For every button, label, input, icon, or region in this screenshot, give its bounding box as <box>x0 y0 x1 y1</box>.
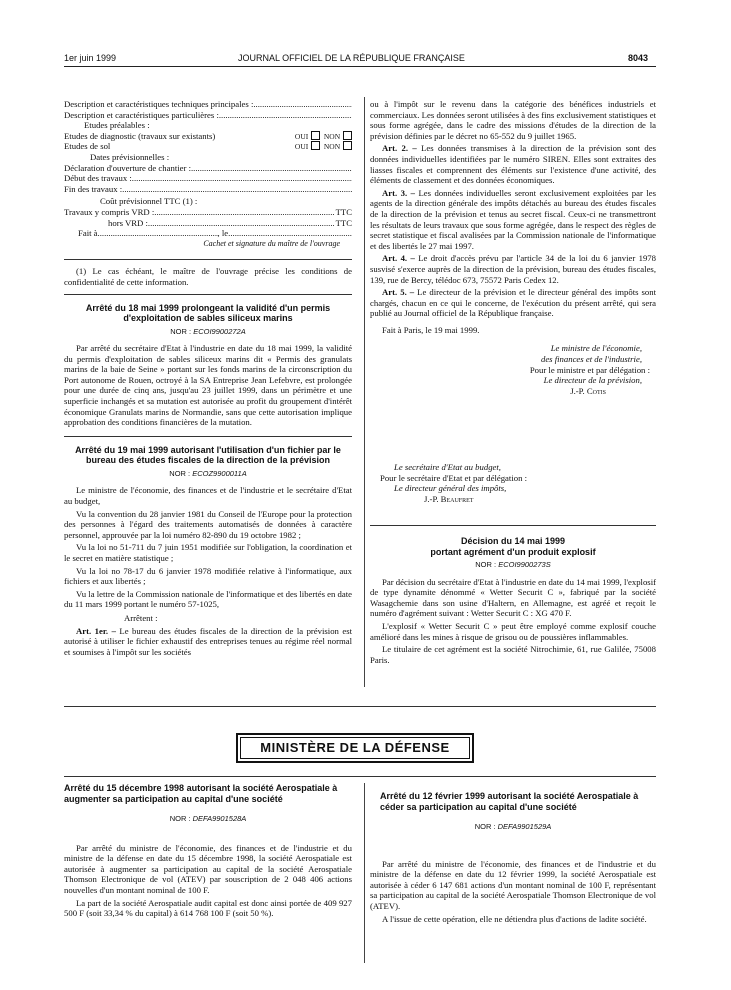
form-line: hors VRD : ..... TTC <box>64 218 352 229</box>
paragraph: La part de la société Aerospatiale audit capital est donc ainsi portée de 409 927 500 F (soit 33,34 % du capital) à 614 768 100 F (soit 50 %). <box>64 897 352 919</box>
nor-reference: NOR : ECOI9900272A <box>170 326 246 336</box>
form-line: Description et caractéristiques techniques principales : ..... <box>64 99 352 110</box>
left-column <box>64 99 352 659</box>
paragraph: Par arrêté du ministre de l'économie, des finances et de l'industrie et du ministre de la défense en date du 15 décembre 1998, la société Aerospatiale est autorisée à augmenter sa participation au capital de la société Aerospatiale Thomson Electronique de vol (ATEV) par souscription de 2 048 406 actions nouvelles d'un montant nominal de 100 F. <box>64 842 352 895</box>
paragraph: Fait à Paris, le 19 mai 1999. <box>382 324 480 335</box>
bottom-right-article <box>370 781 656 926</box>
form-line: Travaux y compris VRD : ..... TTC <box>64 207 352 218</box>
checkbox-oui[interactable] <box>311 131 320 140</box>
paragraph: Le ministre de l'économie, des finances et de l'industrie et le secrétaire d'Etat au budget, <box>64 485 352 507</box>
column-rule <box>364 783 365 963</box>
article-title: Arrêté du 19 mai 1999 autorisant l'utilisation d'un fichier par le bureau des études fiscales de la direction de la prévision <box>75 444 341 466</box>
paragraph: Art. 1er. – Le bureau des études fiscales de la direction de la prévision est autorisé à utiliser le fichier exhaustif des entreprises tenues au régime réel normal et soumises à l'impôt sur les sociétés <box>64 625 353 657</box>
paragraph: Par arrêté du secrétaire d'Etat à l'industrie en date du 18 mai 1999, la validité du permis d'exploitation de sables siliceux marins dit « Permis des granulats marins de la baie de Seine » portant sur les fonds marins de la circonscription du Port autonome de Rouen, octroyé à la SA Entreprise Jean Lefebvre, est prolongée pour une durée de cinq ans, jusqu'au 23 juillet 1999, dans un périmètre et une superficie inchangés et sa mutation est autorisée au profit du groupement d'intérêt économique Granulats marins de Normandie, sans que cette autorisation implique approbation des conditions financières de la mutation. <box>64 343 352 428</box>
decision-block <box>370 525 656 667</box>
divider <box>64 294 352 295</box>
paragraph: Art. 2. – Les données transmises à la direction de la prévision sont des données individuelles identifiées par le numéro SIREN. Elles sont extraites des liasses fiscales et comprennent des éléments sur l'existence d'une activité, des éléments de classement et des données économiques. <box>370 143 656 186</box>
form-choice-line: Etudes de sol OUI NON <box>64 141 352 152</box>
paragraph: Art. 4. – Le droit d'accès prévu par l'article 34 de la loi du 6 janvier 1978 susvisé s'exerce auprès de la direction de la prévision, bureau des études fiscales, 139, rue de Bercy, télédoc 673, 75572 Paris Cedex 12. <box>370 253 656 285</box>
paragraph: Le titulaire de cet agrément est la société Nitrochimie, 61, rue Galilée, 75008 Paris. <box>370 644 656 665</box>
section-rule <box>64 706 656 707</box>
divider <box>370 525 656 526</box>
section-rule <box>64 776 656 777</box>
form-subheading: Etudes préalables : <box>84 120 150 131</box>
signature-block-budget-lines: Le secrétaire d'Etat au budget, Pour le secrétaire d'Etat et par délégation : Le directeur général des impôts, J.-P. Beaufret <box>380 462 528 504</box>
form-line: Description et caractéristiques particulières : ..... <box>64 110 352 121</box>
signature-block: Le ministre de l'économie, des finances et de l'industrie, Pour le ministre et par délégation : Le directeur de la prévision, J.-P. Cotis <box>529 343 650 396</box>
article-title: Arrêté du 12 février 1999 autorisant la société Aerospatiale à céder sa participation au capital d'une société <box>380 791 639 812</box>
paragraph: A l'issue de cette opération, elle ne détiendra plus d'actions de ladite société. <box>382 913 647 924</box>
header-date: 1er juin 1999 <box>64 53 117 63</box>
checkbox-oui[interactable] <box>311 141 320 150</box>
form-line: Fait à ..... , le ..... <box>64 228 352 239</box>
article-title: Arrêté du 18 mai 1999 prolongeant la validité d'un permis d'exploitation de sables siliceux marins <box>85 302 331 323</box>
paragraph: ou à l'impôt sur le revenu dans la catégorie des bénéfices industriels et commerciaux. Les données seront utilisées à des fins exclusivement statistiques et sous forme agrégée, dans le cadre des missions d'études de la direction de la prévision définies par le décret no 65-552 du 9 juillet 1965. <box>370 99 656 141</box>
checkbox-non[interactable] <box>343 131 352 140</box>
form-line: Début des travaux : ..... <box>64 173 352 184</box>
nor-reference: NOR : DEFA9901528A <box>169 814 247 823</box>
header-rule <box>64 66 656 67</box>
paragraph: L'explosif « Wetter Securit C » peut être employé comme explosif couche amélioré dans les mines à risque de grisou ou de poussières inflammables. <box>370 620 656 642</box>
checkbox-non[interactable] <box>343 141 352 150</box>
paragraph: Vu la loi no 78-17 du 6 janvier 1978 modifiée relative à l'informatique, aux fichiers et aux libertés ; <box>64 565 352 587</box>
paragraph: Art. 3. – Les données individuelles seront exclusivement exploitées par les agents de la direction générale des impôts détachés au bureau des études fiscales de la direction de la prévision et tenus au secret fiscal. Ceux-ci ne transmettront les résultats de leurs travaux que sous forme agrégée, dans le respect des règles de secret statistique et fiscal avalisées par la Commission nationale de l'informatique et des libertés le 27 mai 1997. <box>370 187 657 251</box>
divider <box>64 436 352 437</box>
paragraph: Arrêtent : <box>124 612 158 623</box>
footnote: (1) Le cas échéant, le maître de l'ouvrage précise les conditions de confidentialité de cette information. <box>64 266 352 287</box>
header-page-number: 8043 <box>628 53 649 63</box>
paragraph: Vu la loi no 51-711 du 7 juin 1951 modifiée sur l'obligation, la coordination et le secret en matière statistique ; <box>64 542 352 563</box>
divider <box>64 259 352 260</box>
right-column <box>370 99 656 396</box>
paragraph: Vu la lettre de la Commission nationale de l'informatique et des libertés en date du 11 mars 1999 portant le numéro 57-1025, <box>64 588 352 610</box>
form-choice-line: Etudes de diagnostic (travaux sur existants) OUI NON <box>64 131 352 142</box>
form-subheading: Dates prévisionnelles : <box>90 151 170 162</box>
form-signature-caption: Cachet et signature du maître de l'ouvrage <box>203 238 340 248</box>
ministry-heading: MINISTÈRE DE LA DÉFENSE <box>236 733 474 763</box>
nor-reference: NOR : DEFA9901529A <box>474 822 552 831</box>
paragraph: Art. 5. – Le directeur de la prévision et le directeur général des impôts sont chargés, chacun en ce qui le concerne, de l'exécution du présent arrêté, qui sera publié au Journal officiel de la République française. <box>370 287 656 319</box>
form-line: Fin des travaux : ..... <box>64 184 352 195</box>
header-journal-title: JOURNAL OFFICIEL DE LA RÉPUBLIQUE FRANÇAISE <box>238 53 465 63</box>
nor-reference: NOR : ECOZ9900011A <box>169 468 247 478</box>
paragraph: Vu la convention du 28 janvier 1981 du Conseil de l'Europe pour la protection des personnes à l'égard des traitements automatisés de données à caractère personnel, approuvée par la loi numéro 82-890 du 19 octobre 1982 ; <box>64 508 352 540</box>
paragraph: Par arrêté du ministre de l'économie, des finances et de l'industrie et du ministre de la défense en date du 12 février 1999, la société Aerospatiale est autorisée à céder 6 147 681 actions d'un montant nominal de 100 F, représentant sa participation au capital de la société Aerospatiale Thomson Electronique de vol (ATEV). <box>370 858 656 911</box>
bottom-left-article <box>64 781 352 921</box>
form-block <box>64 99 352 249</box>
form-line: Déclaration d'ouverture de chantier : ..... <box>64 163 352 174</box>
form-subheading: Coût prévisionnel TTC (1) : <box>100 196 198 207</box>
nor-reference: NOR : ECOI9900273S <box>475 560 551 569</box>
decision-subtitle: portant agrément d'un produit explosif <box>430 546 596 557</box>
article-title: Arrêté du 15 décembre 1998 autorisant la société Aerospatiale à augmenter sa participation au capital d'une société <box>64 783 338 804</box>
decision-title: Décision du 14 mai 1999 <box>460 536 566 546</box>
column-rule <box>364 97 365 687</box>
paragraph: Par décision du secrétaire d'Etat à l'industrie en date du 14 mai 1999, l'explosif de type dynamite dénommé « Wetter Securit C », fabriqué par la société Wasagchemie dans son usine d'Haltern, en Allemagne, est agréé et reçoit le numéro d'agrément suivant : Wetter Securit C : XG 470 F. <box>370 576 656 619</box>
